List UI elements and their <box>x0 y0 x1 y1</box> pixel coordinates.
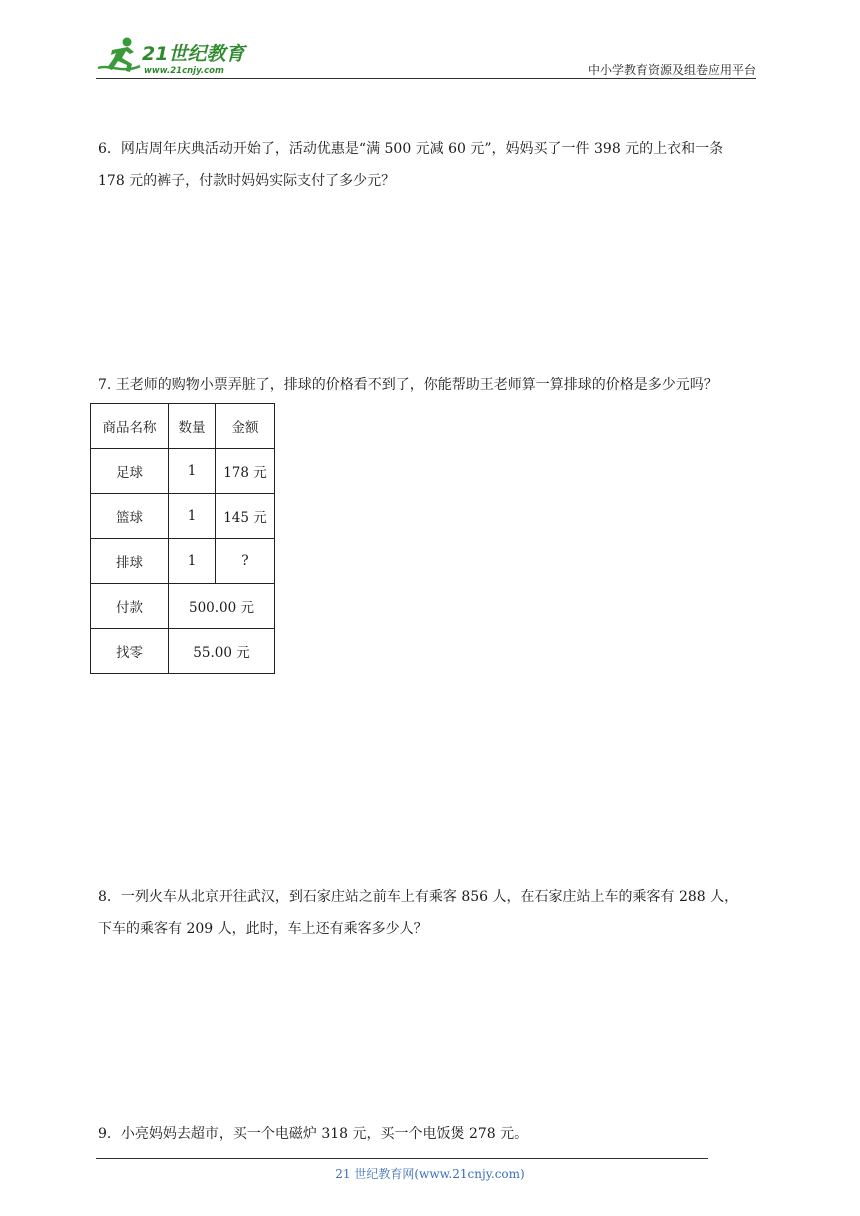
table-cell: 1 <box>169 449 216 494</box>
question-text-line: 9．小亮妈妈去超市，买一个电磁炉 318 元，买一个电饭煲 278 元。 <box>98 1126 529 1142</box>
question-text-line: 下车的乘客有 209 人，此时，车上还有乘客多少人？ <box>98 921 428 937</box>
question-text-line: 6．网店周年庆典活动开始了，活动优惠是“满 500 元减 60 元”，妈妈买了一件 398 元的上衣和一条 <box>98 141 724 157</box>
question-8 <box>98 881 766 945</box>
table-header-cell: 商品名称 <box>91 404 169 449</box>
table-cell: 付款 <box>91 584 169 629</box>
table-cell: 500.00 元 <box>169 584 275 629</box>
table-cell: 排球 <box>91 539 169 584</box>
header-divider <box>96 78 756 79</box>
table-summary-row <box>91 629 275 674</box>
table-cell: 145 元 <box>216 494 275 539</box>
footer-divider <box>96 1158 708 1159</box>
receipt-table <box>90 403 275 674</box>
footer-link[interactable]: 21 世纪教育网(www.21cnjy.com) <box>335 1167 525 1181</box>
table-cell: 55.00 元 <box>169 629 275 674</box>
table-row <box>91 494 275 539</box>
table-cell: ? <box>216 539 275 584</box>
question-9 <box>98 1118 766 1150</box>
table-cell: 找零 <box>91 629 169 674</box>
site-logo <box>94 36 264 78</box>
table-cell: 篮球 <box>91 494 169 539</box>
table-cell: 1 <box>169 494 216 539</box>
question-7 <box>98 369 766 401</box>
svg-text:21世纪教育: 21世纪教育 <box>142 43 245 65</box>
question-text-line: 7. 王老师的购物小票弄脏了，排球的价格看不到了，你能帮助王老师算一算排球的价格是多少元吗？ <box>98 377 718 393</box>
table-row <box>91 539 275 584</box>
question-text-line: 178 元的裤子，付款时妈妈实际支付了多少元？ <box>98 173 396 189</box>
table-row <box>91 449 275 494</box>
table-header-cell: 数量 <box>169 404 216 449</box>
table-cell: 足球 <box>91 449 169 494</box>
table-header-cell: 金额 <box>216 404 275 449</box>
platform-name: 中小学教育资源及组卷应用平台 <box>587 63 756 77</box>
table-cell: 1 <box>169 539 216 584</box>
table-summary-row <box>91 584 275 629</box>
table-cell: 178 元 <box>216 449 275 494</box>
question-6 <box>98 133 766 197</box>
question-text-line: 8．一列火车从北京开往武汉，到石家庄站之前车上有乘客 856 人，在石家庄站上车的乘客有 288 人， <box>98 889 739 905</box>
table-header-row <box>91 404 275 449</box>
svg-text:www.21cnjy.com: www.21cnjy.com <box>144 66 224 76</box>
